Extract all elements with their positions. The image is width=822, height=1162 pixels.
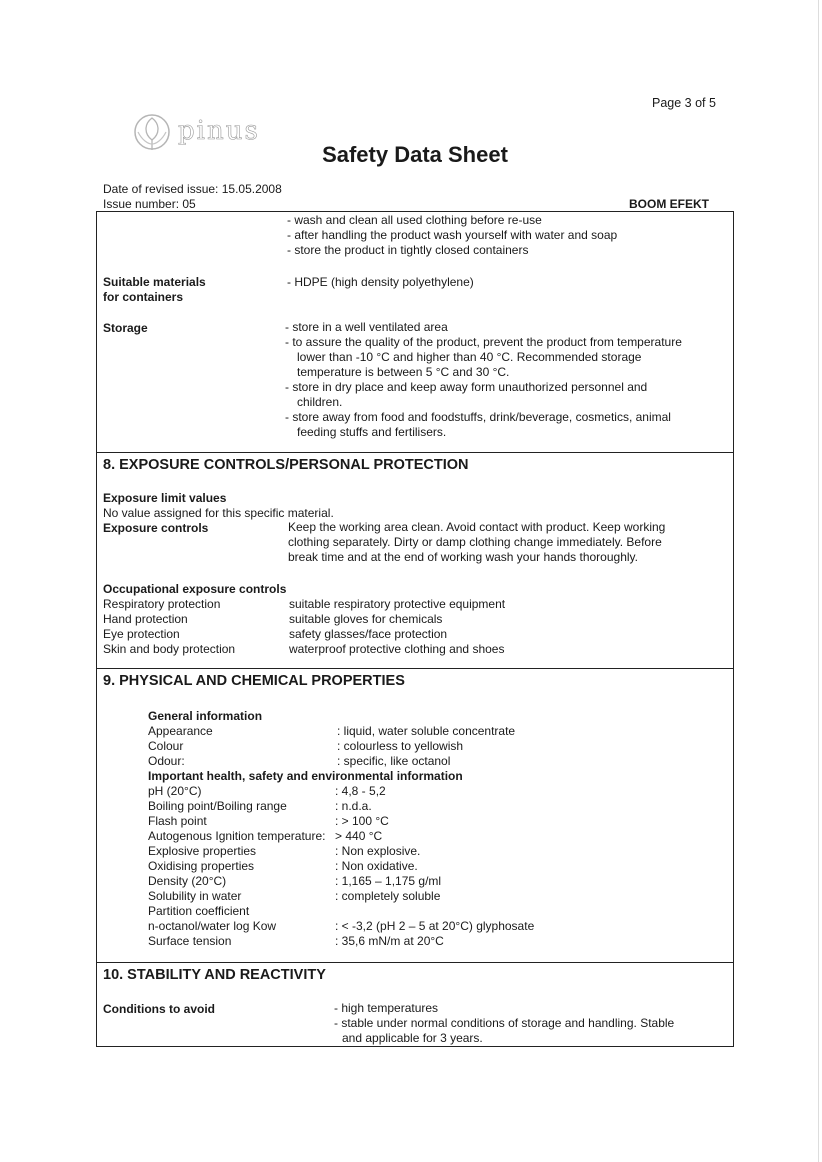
property-value: : Non explosive. xyxy=(335,844,421,858)
list-item: - to assure the quality of the product, prevent the product from temperature xyxy=(285,335,682,349)
property-value: : liquid, water soluble concentrate xyxy=(337,724,516,738)
property-value: : 35,6 mN/m at 20°C xyxy=(335,934,444,948)
property-value: : 1,165 – 1,175 g/ml xyxy=(335,874,442,888)
property-value: : completely soluble xyxy=(335,889,441,903)
exposure-limit-heading: Exposure limit values xyxy=(103,491,227,505)
frame-bottom xyxy=(96,1046,734,1047)
header-rule xyxy=(96,211,734,212)
property-value: : specific, like octanol xyxy=(337,754,451,768)
property-value: : Non oxidative. xyxy=(335,859,418,873)
list-item: - after handling the product wash yourself with water and soap xyxy=(287,228,618,242)
section10-rule xyxy=(96,962,734,963)
exposure-controls-text: Keep the working area clean. Avoid contact with product. Keep working clothing separately. Dirty or damp clothing change immediately. Before break time and at the end of working wash your hands thoroughly. xyxy=(288,520,666,564)
occupational-heading: Occupational exposure controls xyxy=(103,582,287,596)
list-item: - store the product in tightly closed containers xyxy=(287,243,529,257)
property-value: : > 100 °C xyxy=(335,814,389,828)
property-label: Autogenous Ignition temperature: xyxy=(148,829,326,843)
table-row-value: safety glasses/face protection xyxy=(289,627,448,641)
document-title: Safety Data Sheet xyxy=(322,142,508,167)
property-label: n-octanol/water log Kow xyxy=(148,919,277,933)
revision-date: Date of revised issue: 15.05.2008 xyxy=(103,182,282,196)
section8-title: 8. EXPOSURE CONTROLS/PERSONAL PROTECTION xyxy=(103,457,469,473)
general-labels xyxy=(148,724,213,769)
exposure-limit-text: No value assigned for this specific material. xyxy=(103,506,334,520)
conditions-list xyxy=(334,1001,674,1046)
occupational-labels xyxy=(103,597,235,657)
frame-right xyxy=(733,211,734,1047)
section9-rule xyxy=(96,668,734,669)
property-label: Odour: xyxy=(148,754,185,768)
property-value: : colourless to yellowish xyxy=(337,739,464,753)
property-label: Colour xyxy=(148,739,184,753)
logo-wordmark: pinus xyxy=(178,116,260,146)
table-row-value: suitable gloves for chemicals xyxy=(289,612,443,626)
list-item: - high temperatures xyxy=(334,1001,439,1015)
list-item: - store in a well ventilated area xyxy=(285,320,448,334)
list-item: - stable under normal conditions of storage and handling. Stable xyxy=(334,1016,675,1030)
page-number: Page 3 of 5 xyxy=(652,96,716,110)
occupational-values xyxy=(289,597,505,657)
property-label: Appearance xyxy=(148,724,213,738)
property-label: Partition coefficient xyxy=(148,904,250,918)
section9-title: 9. PHYSICAL AND CHEMICAL PROPERTIES xyxy=(103,673,405,689)
important-values xyxy=(335,784,534,949)
property-value: : n.d.a. xyxy=(335,799,372,813)
general-values xyxy=(337,724,515,769)
scan-edge xyxy=(818,0,819,1162)
list-item: lower than -10 °C and higher than 40 °C. Recommended storage xyxy=(297,350,642,364)
list-item: - wash and clean all used clothing before re-use xyxy=(287,213,542,227)
table-row-value: suitable respiratory protective equipment xyxy=(289,597,506,611)
section8-rule xyxy=(96,452,734,453)
table-row-label: Respiratory protection xyxy=(103,597,221,611)
property-label: Flash point xyxy=(148,814,207,828)
materials-label: Suitable materials for containers xyxy=(103,275,206,304)
property-value xyxy=(335,904,534,919)
exposure-controls-label: Exposure controls xyxy=(103,521,209,535)
property-value: : 4,8 - 5,2 xyxy=(335,784,386,798)
storage-list xyxy=(285,320,725,440)
property-label: Explosive properties xyxy=(148,844,257,858)
frame-left xyxy=(96,211,97,1047)
property-label: Oxidising properties xyxy=(148,859,255,873)
property-label: pH (20°C) xyxy=(148,784,202,798)
list-item: temperature is between 5 °C and 30 °C. xyxy=(297,365,510,379)
conditions-label: Conditions to avoid xyxy=(103,1002,215,1016)
materials-value: - HDPE (high density polyethylene) xyxy=(287,275,474,289)
general-info-heading: General information xyxy=(148,709,263,723)
list-item: - store away from food and foodstuffs, drink/beverage, cosmetics, animal xyxy=(285,410,671,424)
property-value: : < -3,2 (pH 2 – 5 at 20°C) glyphosate xyxy=(335,919,535,933)
issue-number: Issue number: 05 xyxy=(103,197,196,211)
section10-title: 10. STABILITY AND REACTIVITY xyxy=(103,967,326,983)
list-item: - store in dry place and keep away form unauthorized personnel and xyxy=(285,380,648,394)
list-item: children. xyxy=(297,395,343,409)
table-row-label: Hand protection xyxy=(103,612,188,626)
list-item: feeding stuffs and fertilisers. xyxy=(297,425,447,439)
important-labels xyxy=(148,784,325,949)
property-label: Density (20°C) xyxy=(148,874,227,888)
property-label: Surface tension xyxy=(148,934,232,948)
handling-list xyxy=(287,213,617,258)
property-label: Solubility in water xyxy=(148,889,242,903)
table-row-value: waterproof protective clothing and shoes xyxy=(289,642,505,656)
property-label: Boiling point/Boiling range xyxy=(148,799,287,813)
property-value: > 440 °C xyxy=(335,829,383,843)
storage-label: Storage xyxy=(103,321,148,335)
important-info-heading: Important health, safety and environmental information xyxy=(148,769,463,783)
table-row-label: Skin and body protection xyxy=(103,642,236,656)
table-row-label: Eye protection xyxy=(103,627,180,641)
product-name: BOOM EFEKT xyxy=(629,197,709,211)
list-item: and applicable for 3 years. xyxy=(342,1031,483,1045)
